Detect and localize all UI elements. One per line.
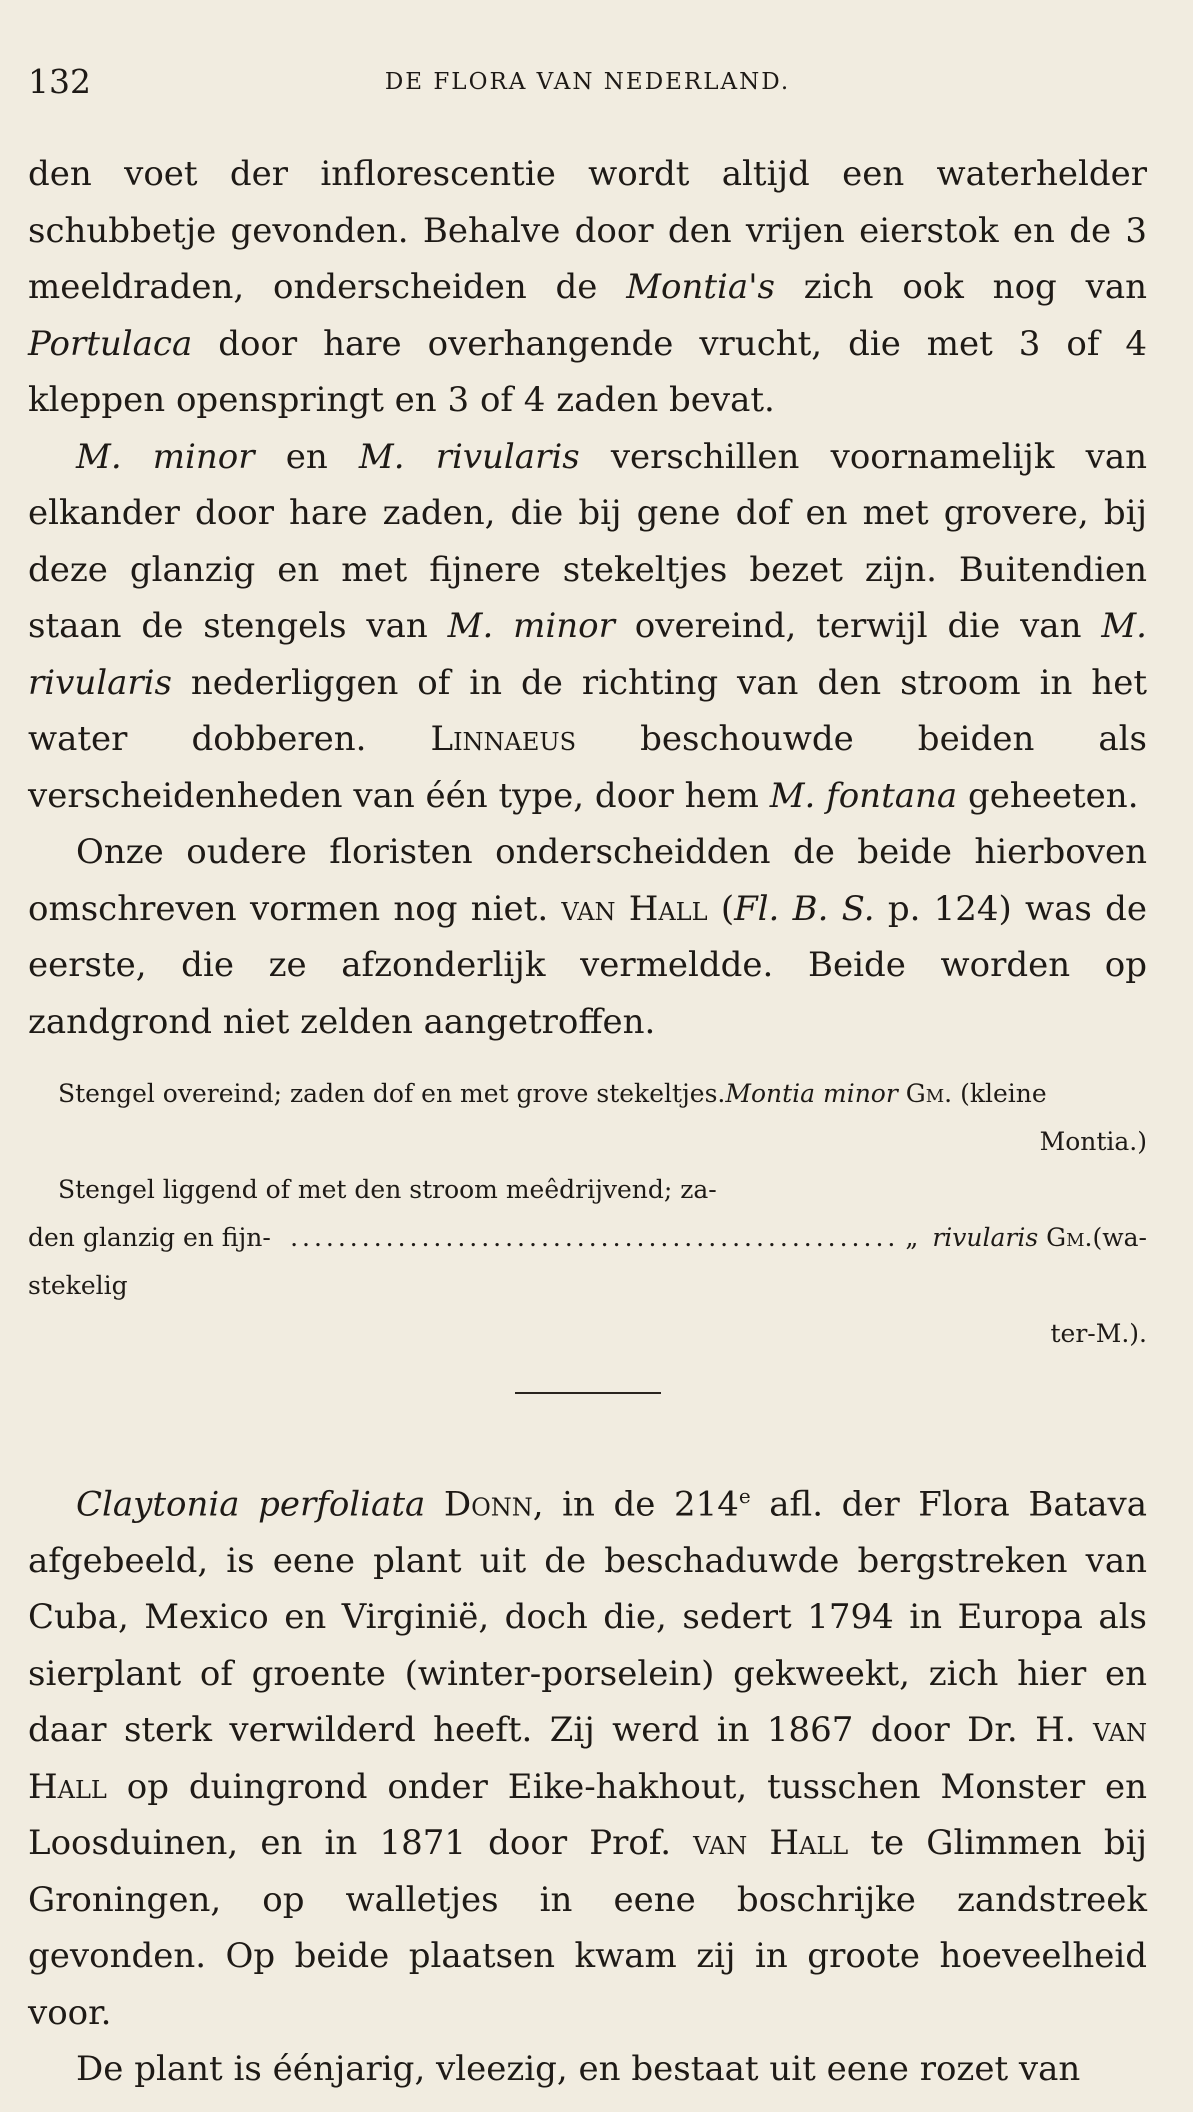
dot-leader: ................................................... — [290, 1223, 900, 1252]
key-entry-minor: Stengel overeind; zaden dof en met grove stekeltjes.Montia minor Gm. (kleine Montia.) — [58, 1079, 1147, 1156]
section-divider — [515, 1392, 661, 1394]
identification-key — [28, 1070, 1147, 1358]
paragraph-plant-description: De plant is éénjarig, vleezig, en bestaat uit eene rozet van — [76, 2049, 1081, 2090]
paragraph-minor-rivularis: M. minor en M. rivularis verschillen voornamelijk van elkander door hare zaden, die bij gene dof en met grovere, bij deze glanzig en met fijnere stekeltjes bezet zijn. Buitendien staan de stengels van M. minor overeind, terwijl die van M. rivularis nederliggen of in de richting van den stroom in het water dobberen. Linnaeus beschouwde beiden als verscheidenheden van één type, door hem M. fontana geheeten. — [28, 436, 1147, 816]
paragraph-claytonia: Claytonia perfoliata Donn, in de 214e afl. der Flora Batava afgebeeld, is eene plant uit de beschaduwde bergstreken van Cuba, Mexico en Virginië, doch die, sedert 1794 in Europa als sierplant of groente (winter-porselein) gekweekt, zich hier en daar sterk verwilderd heeft. Zij werd in 1867 door Dr. H. van Hall op duingrond onder Eike-hakhout, tusschen Monster en Loosduinen, en in 1871 door Prof. van Hall te Glimmen bij Groningen, op walletjes in eene boschrijke zandstreek gevonden. Op beide plaatsen kwam zij in groote hoeveelheid voor. — [28, 1484, 1148, 2033]
page-number: 132 — [28, 62, 91, 101]
body-text — [28, 146, 1147, 2098]
page-header — [28, 62, 1147, 106]
paragraph-montia-features: den voet der inflorescentie wordt altijd een waterhelder schubbetje gevonden. Behalve door den vrijen eierstok en de 3 meeldraden, onderscheiden de Montia's zich ook nog van Portulaca door hare overhangende vrucht, die met 3 of 4 kleppen openspringt en 3 of 4 zaden bevat. — [28, 154, 1147, 420]
running-title: DE FLORA VAN NEDERLAND. — [384, 69, 791, 95]
paragraph-older-florists: Onze oudere floristen onderscheidden de beide hierboven omschreven vormen nog niet. van Hall (Fl. B. S. p. 124) was de eerste, die ze afzonderlijk vermeldde. Beide worden op zandgrond niet zelden aangetroffen. — [28, 832, 1148, 1042]
key-entry-rivularis: Stengel liggend of met den stroom meêdrijvend; za- den glanzig en fijn-stekelig ................................................... „ rivularis Gm. (wa- ter-M.). — [28, 1175, 1147, 1348]
